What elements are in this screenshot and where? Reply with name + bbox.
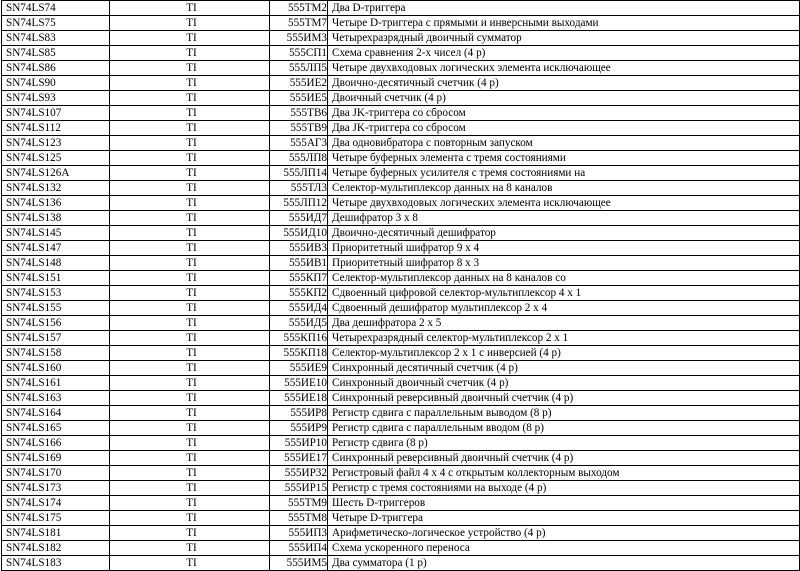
analog-cell: 555КП2 xyxy=(270,286,328,301)
table-row xyxy=(2,31,800,46)
description-cell: Селектор-мультиплексор данных на 8 каналов xyxy=(328,181,800,196)
analog-cell: 555ИМ3 xyxy=(270,31,328,46)
manufacturer-cell: TI xyxy=(110,526,270,541)
part-number-cell: SN74LS155 xyxy=(2,301,110,316)
manufacturer-cell: TI xyxy=(110,16,270,31)
ic-equivalents-table xyxy=(1,0,800,571)
table-row xyxy=(2,376,800,391)
analog-cell: 555ИЕ18 xyxy=(270,391,328,406)
table-row xyxy=(2,76,800,91)
manufacturer-cell: TI xyxy=(110,31,270,46)
table-row xyxy=(2,496,800,511)
table-row xyxy=(2,391,800,406)
manufacturer-cell: TI xyxy=(110,76,270,91)
analog-cell: 555ИР9 xyxy=(270,421,328,436)
table-row xyxy=(2,196,800,211)
table-row xyxy=(2,121,800,136)
manufacturer-cell: TI xyxy=(110,256,270,271)
part-number-cell: SN74LS151 xyxy=(2,271,110,286)
analog-cell: 555ИП3 xyxy=(270,526,328,541)
description-cell: Четыре буферных элемента с тремя состояниями xyxy=(328,151,800,166)
analog-cell: 555ТВ9 xyxy=(270,121,328,136)
table-row xyxy=(2,61,800,76)
table-row xyxy=(2,511,800,526)
part-number-cell: SN74LS164 xyxy=(2,406,110,421)
description-cell: Схема сравнения 2-х чисел (4 р) xyxy=(328,46,800,61)
table-row xyxy=(2,256,800,271)
manufacturer-cell: TI xyxy=(110,46,270,61)
analog-cell: 555ИЕ17 xyxy=(270,451,328,466)
manufacturer-cell: TI xyxy=(110,106,270,121)
manufacturer-cell: TI xyxy=(110,421,270,436)
table-row xyxy=(2,226,800,241)
analog-cell: 555ЛП5 xyxy=(270,61,328,76)
description-cell: Четыре двухвходовых логических элемента исключающее xyxy=(328,61,800,76)
analog-cell: 555КП18 xyxy=(270,346,328,361)
table-row xyxy=(2,526,800,541)
table-row xyxy=(2,316,800,331)
part-number-cell: SN74LS112 xyxy=(2,121,110,136)
description-cell: Регистр сдвига с параллельным вводом (8 р) xyxy=(328,421,800,436)
description-cell: Синхронный реверсивный двоичный счетчик (4 р) xyxy=(328,451,800,466)
manufacturer-cell: TI xyxy=(110,226,270,241)
part-number-cell: SN74LS182 xyxy=(2,541,110,556)
table-row xyxy=(2,91,800,106)
manufacturer-cell: TI xyxy=(110,241,270,256)
table-row xyxy=(2,331,800,346)
analog-cell: 555АГ3 xyxy=(270,136,328,151)
manufacturer-cell: TI xyxy=(110,466,270,481)
analog-cell: 555ИР32 xyxy=(270,466,328,481)
description-cell: Регистр сдвига с параллельным выводом (8 р) xyxy=(328,406,800,421)
description-cell: Селектор-мультиплексор данных на 8 каналов со xyxy=(328,271,800,286)
manufacturer-cell: TI xyxy=(110,481,270,496)
part-number-cell: SN74LS75 xyxy=(2,16,110,31)
description-cell: Четыре D-триггера xyxy=(328,511,800,526)
part-number-cell: SN74LS156 xyxy=(2,316,110,331)
analog-cell: 555ИЕ2 xyxy=(270,76,328,91)
description-cell: Регистровый файл 4 х 4 с открытым коллекторным выходом xyxy=(328,466,800,481)
analog-cell: 555ИМ5 xyxy=(270,556,328,571)
table-row xyxy=(2,346,800,361)
manufacturer-cell: TI xyxy=(110,1,270,16)
analog-cell: 555ТЛ3 xyxy=(270,181,328,196)
table-row xyxy=(2,436,800,451)
table-row xyxy=(2,181,800,196)
manufacturer-cell: TI xyxy=(110,136,270,151)
description-cell: Два D-триггера xyxy=(328,1,800,16)
manufacturer-cell: TI xyxy=(110,151,270,166)
manufacturer-cell: TI xyxy=(110,361,270,376)
part-number-cell: SN74LS181 xyxy=(2,526,110,541)
analog-cell: 555ИД10 xyxy=(270,226,328,241)
table-body xyxy=(2,1,800,571)
manufacturer-cell: TI xyxy=(110,91,270,106)
analog-cell: 555ИЕ9 xyxy=(270,361,328,376)
description-cell: Четыре двухвходовых логических элемента исключающее xyxy=(328,196,800,211)
description-cell: Регистр с тремя состояниями на выходе (4 р) xyxy=(328,481,800,496)
table-row xyxy=(2,466,800,481)
part-number-cell: SN74LS123 xyxy=(2,136,110,151)
description-cell: Дешифратор 3 х 8 xyxy=(328,211,800,226)
description-cell: Регистр сдвига (8 р) xyxy=(328,436,800,451)
analog-cell: 555ИР8 xyxy=(270,406,328,421)
table-row xyxy=(2,211,800,226)
description-cell: Синхронный двоичный счетчик (4 р) xyxy=(328,376,800,391)
description-cell: Арифметическо-логическое устройство (4 р) xyxy=(328,526,800,541)
analog-cell: 555ИВ1 xyxy=(270,256,328,271)
analog-cell: 555СП1 xyxy=(270,46,328,61)
table-row xyxy=(2,361,800,376)
part-number-cell: SN74LS157 xyxy=(2,331,110,346)
part-number-cell: SN74LS163 xyxy=(2,391,110,406)
description-cell: Двоично-десятичный счетчик (4 р) xyxy=(328,76,800,91)
description-cell: Два JK-триггера со сбросом xyxy=(328,106,800,121)
description-cell: Селектор-мультиплексор 2 х 1 с инверсией (4 р) xyxy=(328,346,800,361)
part-number-cell: SN74LS138 xyxy=(2,211,110,226)
manufacturer-cell: TI xyxy=(110,196,270,211)
analog-cell: 555ИР15 xyxy=(270,481,328,496)
analog-cell: 555ИР10 xyxy=(270,436,328,451)
table-row xyxy=(2,166,800,181)
table-row xyxy=(2,421,800,436)
analog-cell: 555ЛП8 xyxy=(270,151,328,166)
table-row xyxy=(2,16,800,31)
part-number-cell: SN74LS175 xyxy=(2,511,110,526)
manufacturer-cell: TI xyxy=(110,436,270,451)
part-number-cell: SN74LS85 xyxy=(2,46,110,61)
part-number-cell: SN74LS174 xyxy=(2,496,110,511)
part-number-cell: SN74LS173 xyxy=(2,481,110,496)
part-number-cell: SN74LS160 xyxy=(2,361,110,376)
manufacturer-cell: TI xyxy=(110,451,270,466)
description-cell: Четырехразрядный селектор-мультиплексор 2 х 1 xyxy=(328,331,800,346)
part-number-cell: SN74LS153 xyxy=(2,286,110,301)
part-number-cell: SN74LS158 xyxy=(2,346,110,361)
description-cell: Два сумматора (1 р) xyxy=(328,556,800,571)
table-row xyxy=(2,541,800,556)
part-number-cell: SN74LS161 xyxy=(2,376,110,391)
part-number-cell: SN74LS86 xyxy=(2,61,110,76)
table-row xyxy=(2,406,800,421)
part-number-cell: SN74LS74 xyxy=(2,1,110,16)
description-cell: Шесть D-триггеров xyxy=(328,496,800,511)
description-cell: Два дешифратора 2 х 5 xyxy=(328,316,800,331)
manufacturer-cell: TI xyxy=(110,376,270,391)
manufacturer-cell: TI xyxy=(110,211,270,226)
table-row xyxy=(2,151,800,166)
table-row xyxy=(2,106,800,121)
analog-cell: 555ИД5 xyxy=(270,316,328,331)
manufacturer-cell: TI xyxy=(110,511,270,526)
description-cell: Четыре буферных усилителя с тремя состояниями на xyxy=(328,166,800,181)
manufacturer-cell: TI xyxy=(110,406,270,421)
table-row xyxy=(2,481,800,496)
part-number-cell: SN74LS166 xyxy=(2,436,110,451)
description-cell: Двоичный счетчик (4 р) xyxy=(328,91,800,106)
manufacturer-cell: TI xyxy=(110,181,270,196)
description-cell: Четыре D-триггера с прямыми и инверсными выходами xyxy=(328,16,800,31)
part-number-cell: SN74LS132 xyxy=(2,181,110,196)
analog-cell: 555ИП4 xyxy=(270,541,328,556)
manufacturer-cell: TI xyxy=(110,271,270,286)
table-row xyxy=(2,1,800,16)
description-cell: Приоритетный шифратор 8 х 3 xyxy=(328,256,800,271)
analog-cell: 555ИЕ10 xyxy=(270,376,328,391)
analog-cell: 555КП7 xyxy=(270,271,328,286)
part-number-cell: SN74LS170 xyxy=(2,466,110,481)
description-cell: Два JK-триггера со сбросом xyxy=(328,121,800,136)
part-number-cell: SN74LS136 xyxy=(2,196,110,211)
manufacturer-cell: TI xyxy=(110,331,270,346)
analog-cell: 555ТМ7 xyxy=(270,16,328,31)
analog-cell: 555ИД7 xyxy=(270,211,328,226)
description-cell: Двоично-десятичный дешифратор xyxy=(328,226,800,241)
manufacturer-cell: TI xyxy=(110,286,270,301)
table-row xyxy=(2,286,800,301)
analog-cell: 555ИЕ5 xyxy=(270,91,328,106)
manufacturer-cell: TI xyxy=(110,541,270,556)
analog-cell: 555ЛП14 xyxy=(270,166,328,181)
analog-cell: 555ТВ6 xyxy=(270,106,328,121)
description-cell: Приоритетный шифратор 9 х 4 xyxy=(328,241,800,256)
part-number-cell: SN74LS125 xyxy=(2,151,110,166)
part-number-cell: SN74LS90 xyxy=(2,76,110,91)
manufacturer-cell: TI xyxy=(110,61,270,76)
description-cell: Синхронный реверсивный двоичный счетчик (4 р) xyxy=(328,391,800,406)
table-row xyxy=(2,301,800,316)
description-cell: Два одновибратора с повторным запуском xyxy=(328,136,800,151)
part-number-cell: SN74LS183 xyxy=(2,556,110,571)
manufacturer-cell: TI xyxy=(110,556,270,571)
description-cell: Сдвоенный цифровой селектор-мультиплексор 4 х 1 xyxy=(328,286,800,301)
analog-cell: 555КП16 xyxy=(270,331,328,346)
part-number-cell: SN74LS147 xyxy=(2,241,110,256)
description-cell: Сдвоенный дешифратор мультиплексор 2 х 4 xyxy=(328,301,800,316)
analog-cell: 555ИД4 xyxy=(270,301,328,316)
table-row xyxy=(2,451,800,466)
analog-cell: 555ТМ2 xyxy=(270,1,328,16)
manufacturer-cell: TI xyxy=(110,166,270,181)
part-number-cell: SN74LS165 xyxy=(2,421,110,436)
analog-cell: 555ТМ9 xyxy=(270,496,328,511)
description-cell: Схема ускоренного переноса xyxy=(328,541,800,556)
manufacturer-cell: TI xyxy=(110,346,270,361)
analog-cell: 555ЛП12 xyxy=(270,196,328,211)
table-row xyxy=(2,241,800,256)
description-cell: Четырехразрядный двоичный сумматор xyxy=(328,31,800,46)
analog-cell: 555ТМ8 xyxy=(270,511,328,526)
part-number-cell: SN74LS148 xyxy=(2,256,110,271)
table-row xyxy=(2,46,800,61)
part-number-cell: SN74LS169 xyxy=(2,451,110,466)
part-number-cell: SN74LS83 xyxy=(2,31,110,46)
description-cell: Синхронный десятичный счетчик (4 р) xyxy=(328,361,800,376)
part-number-cell: SN74LS126A xyxy=(2,166,110,181)
manufacturer-cell: TI xyxy=(110,121,270,136)
analog-cell: 555ИВ3 xyxy=(270,241,328,256)
part-number-cell: SN74LS145 xyxy=(2,226,110,241)
part-number-cell: SN74LS93 xyxy=(2,91,110,106)
table-row xyxy=(2,136,800,151)
table-row xyxy=(2,271,800,286)
manufacturer-cell: TI xyxy=(110,391,270,406)
manufacturer-cell: TI xyxy=(110,496,270,511)
part-number-cell: SN74LS107 xyxy=(2,106,110,121)
manufacturer-cell: TI xyxy=(110,316,270,331)
manufacturer-cell: TI xyxy=(110,301,270,316)
